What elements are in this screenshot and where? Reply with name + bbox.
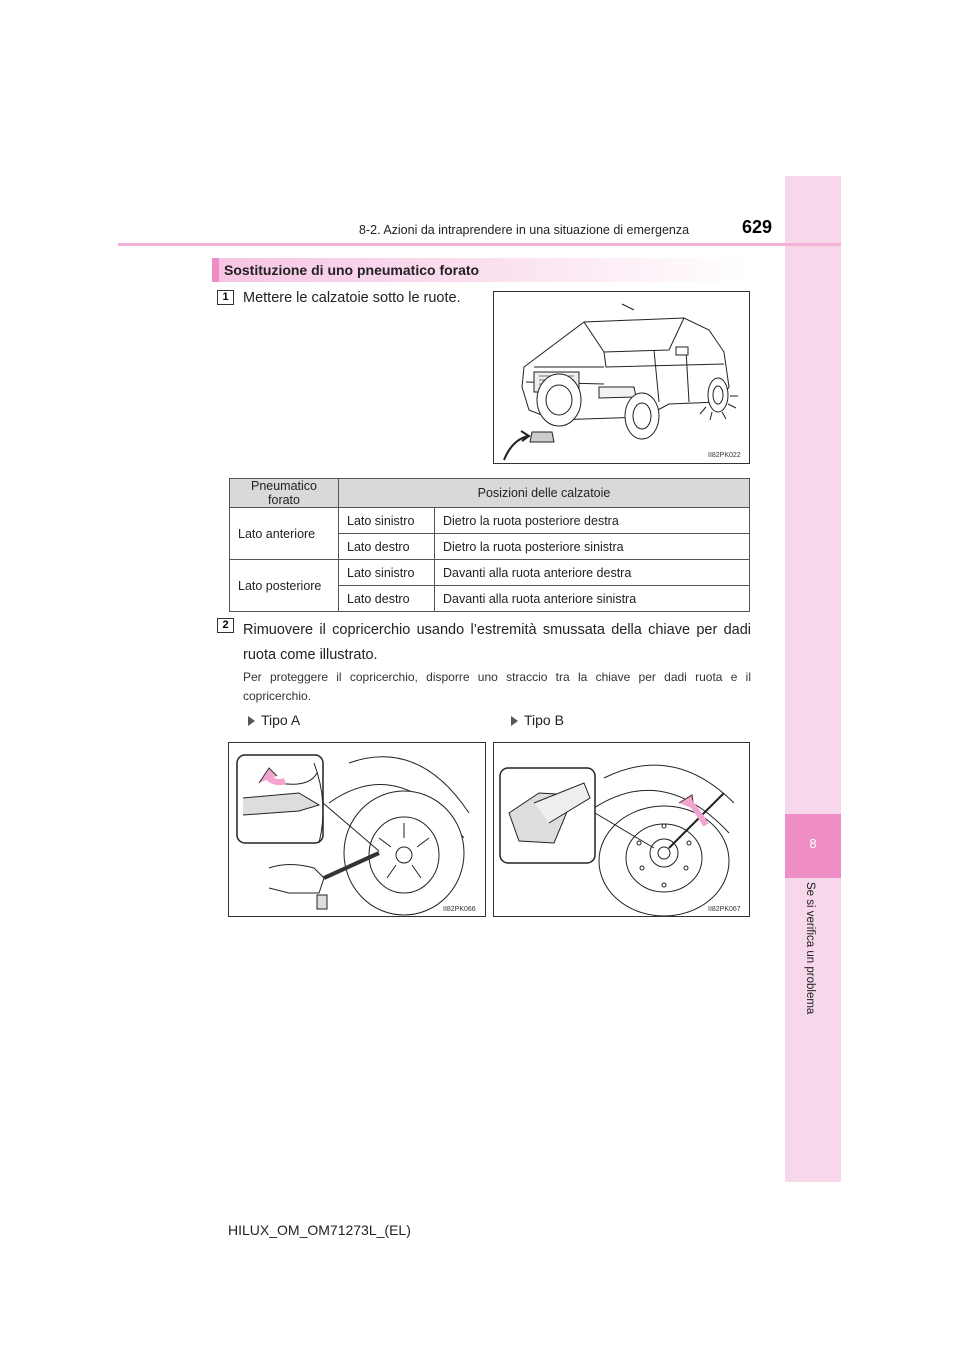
header-rule <box>118 243 841 246</box>
truck-drawing <box>494 292 749 463</box>
type-a-drawing <box>229 743 485 916</box>
table-cell: Lato anteriore <box>230 508 339 560</box>
image-code-a: II82PK066 <box>443 906 476 913</box>
step-number-2: 2 <box>217 618 234 633</box>
table-cell: Davanti alla ruota anteriore destra <box>435 560 750 586</box>
chock-position-table <box>229 478 750 612</box>
table-cell: Lato destro <box>339 534 435 560</box>
step2-note: Per proteggere il copricerchio, disporre uno straccio tra la chiave per dadi ruota e il copricerchio. <box>243 670 751 703</box>
truck-chock-illustration <box>493 291 750 464</box>
table-cell: Davanti alla ruota anteriore sinistra <box>435 586 750 612</box>
table-row <box>230 560 750 586</box>
image-code-1: II82PK022 <box>708 452 741 459</box>
table-row <box>230 508 750 534</box>
side-tab-strip <box>785 176 841 1182</box>
type-a-label: Tipo A <box>261 712 301 728</box>
document-code: HILUX_OM_OM71273L_(EL) <box>228 1222 411 1238</box>
triangle-bullet-icon <box>248 716 255 726</box>
table-header: Posizioni delle calzatoie <box>339 479 750 508</box>
triangle-bullet-icon <box>511 716 518 726</box>
table-cell: Lato sinistro <box>339 508 435 534</box>
side-tab-label: Se si verifica un problema <box>804 882 816 1015</box>
table-cell: Dietro la ruota posteriore destra <box>435 508 750 534</box>
step1-text: Mettere le calzatoie sotto le ruote. <box>243 290 461 306</box>
table-cell: Lato destro <box>339 586 435 612</box>
type-b-illustration <box>493 742 750 917</box>
image-code-b: II82PK067 <box>708 906 741 913</box>
table-cell: Lato sinistro <box>339 560 435 586</box>
section-title: Sostituzione di uno pneumatico forato <box>224 262 480 278</box>
page-number: 629 <box>742 217 773 237</box>
side-tab-label-wrap <box>804 882 822 1015</box>
table-cell: Dietro la ruota posteriore sinistra <box>435 534 750 560</box>
type-b-label: Tipo B <box>524 712 564 728</box>
type-b-drawing <box>494 743 749 916</box>
type-a-illustration <box>228 742 486 917</box>
table-cell: Lato posteriore <box>230 560 339 612</box>
table-header-row <box>230 479 750 508</box>
table-header: Pneumatico forato <box>230 479 339 508</box>
side-tab-number: 8 <box>809 836 817 851</box>
step-number-1: 1 <box>217 290 234 305</box>
step2-text: Rimuovere il copricerchio usando l’estremità smussata della chiave per dadi ruota come illustrato. <box>243 622 751 663</box>
chapter-title: 8-2. Azioni da intraprendere in una situazione di emergenza <box>359 223 690 237</box>
